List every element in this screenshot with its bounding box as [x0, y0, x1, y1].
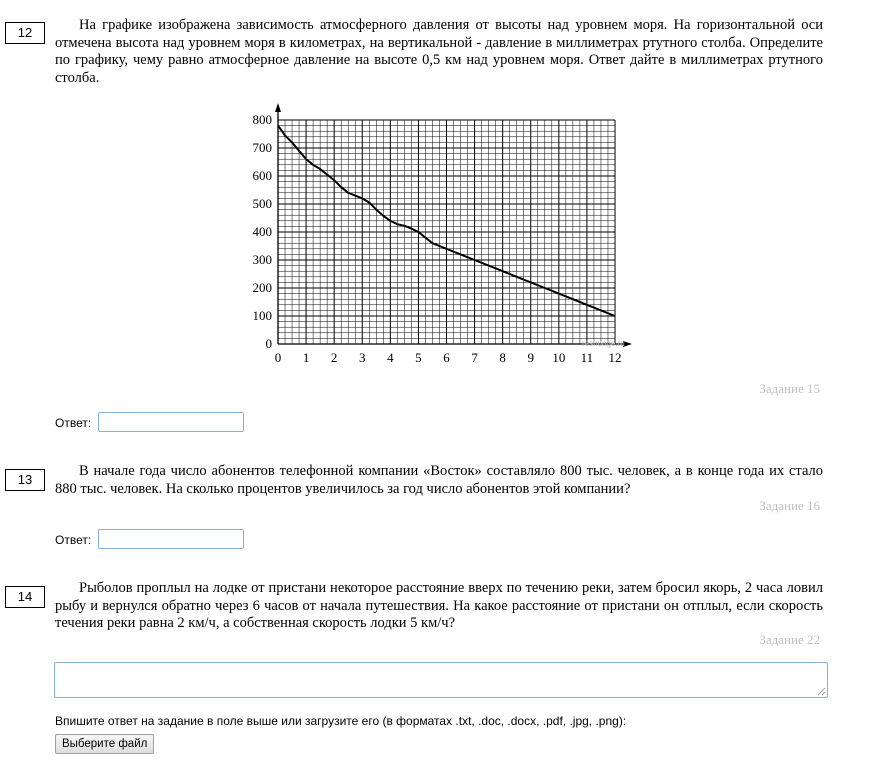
pressure-altitude-chart [245, 100, 635, 368]
answer-label-13: Ответ: [55, 533, 92, 547]
y-tick-label: 800 [252, 112, 272, 127]
x-tick-label: 7 [471, 350, 478, 365]
task-number-13: 13 [5, 469, 45, 491]
x-tick-label: 5 [415, 350, 422, 365]
answer-input-12[interactable] [98, 412, 244, 432]
answer-input-13[interactable] [98, 529, 244, 549]
x-tick-label: 0 [274, 350, 282, 365]
x-tick-label: 11 [580, 350, 594, 365]
task-14-text: Рыболов проплыл на лодке от пристани некоторое расстояние вверх по течению реки, затем бросил якорь, 2 часа ловил рыбу и вернулся обратно через 6 часов от начала путешествия. На какое расстояние от пристани он отплыл, если скорость течения реки равна 2 км/ч, а собственная скорость лодки 5 км/ч? [55, 580, 823, 631]
x-tick-label: 6 [443, 350, 450, 365]
y-tick-label: 600 [252, 168, 272, 183]
x-tick-label: 10 [552, 350, 566, 365]
x-tick-label: 4 [387, 350, 394, 365]
y-tick-label: 500 [252, 196, 272, 211]
task-number-14: 14 [5, 586, 45, 608]
task-13-source: Задание 16 [759, 498, 820, 513]
y-tick-label: 700 [252, 140, 272, 155]
chart-grid [278, 120, 615, 344]
chart-watermark: reshuoge.ru [582, 339, 625, 348]
task-number-12: 12 [5, 22, 45, 44]
task-12-source: Задание 15 [759, 381, 820, 396]
answer-textarea-14[interactable] [54, 662, 828, 698]
y-tick-label: 400 [252, 224, 272, 239]
y-tick-label: 100 [252, 308, 272, 323]
x-tick-label: 9 [527, 350, 534, 365]
task-14-source: Задание 22 [759, 632, 820, 647]
y-tick-label: 0 [265, 336, 272, 351]
x-tick-label: 8 [499, 350, 506, 365]
y-axis-arrow [275, 103, 281, 112]
answer-label-12: Ответ: [55, 416, 92, 430]
resize-grip-icon[interactable] [817, 687, 826, 696]
x-tick-label: 1 [302, 350, 310, 365]
y-tick-label: 300 [252, 252, 272, 267]
task-12-text: На графике изображена зависимость атмосферного давления от высоты над уровнем моря. На горизонтальной оси отмечена высота над уровнем моря в километрах, на вертикальной - давление в миллиметрах ртутного столба. Определите по графику, чему равно атмосферное давление на высоте 0,5 км над уровнем моря. Ответ дайте в миллиметрах ртутного столба. [55, 17, 823, 86]
x-tick-label: 2 [330, 350, 338, 365]
x-tick-label: 3 [359, 350, 366, 365]
upload-instructions: Впишите ответ на задание в поле выше или загрузите его (в форматах .txt, .doc, .docx, .pdf, .jpg, .png): [55, 714, 627, 728]
x-tick-label: 12 [608, 350, 622, 365]
choose-file-button[interactable]: Выберите файл [55, 734, 154, 754]
y-tick-label: 200 [252, 280, 272, 295]
task-13-text: В начале года число абонентов телефонной компании «Восток» составляло 800 тыс. человек, а в конце года их стало 880 тыс. человек. На сколько процентов увеличилось за год число абонентов этой компании? [55, 463, 823, 497]
